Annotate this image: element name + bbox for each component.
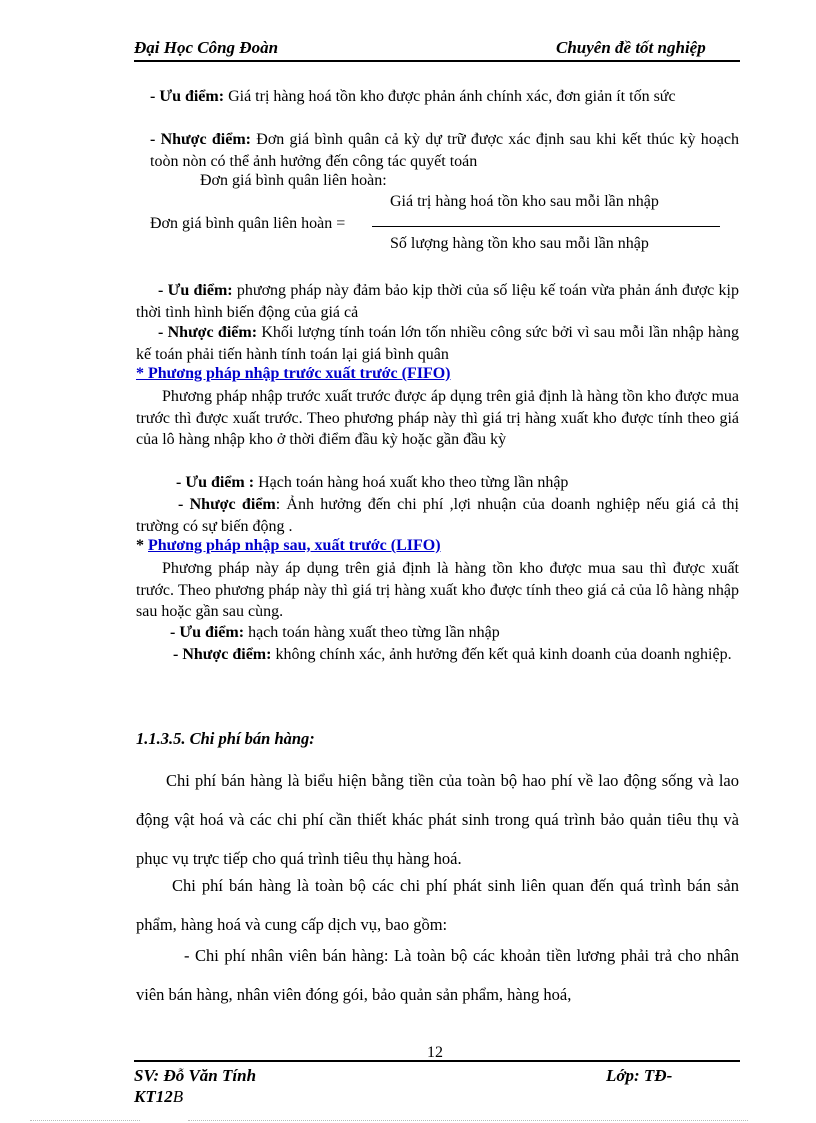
moving-avg-intro: Đơn giá bình quân liên hoàn: xyxy=(200,172,387,189)
formula-lhs: Đơn giá bình quân liên hoàn = xyxy=(150,215,346,232)
fifo-cons-label: - Nhược điểm xyxy=(178,496,276,513)
footer-class-code: KT12 xyxy=(134,1087,173,1106)
header-rule xyxy=(134,60,740,62)
formula-denominator: Số lượng hàng tồn kho sau mỗi lần nhập xyxy=(390,235,649,252)
lifo-pros-text: hạch toán hàng xuất theo từng lần nhập xyxy=(244,624,500,641)
footer-rule xyxy=(134,1060,740,1062)
lifo-star: * xyxy=(136,537,148,554)
lifo-cons-text: không chính xác, ảnh hưởng đến kết quả kinh doanh của doanh nghiệp. xyxy=(271,646,732,663)
fifo-cons xyxy=(136,494,739,537)
fifo-heading[interactable]: * Phương pháp nhập trước xuất trước (FIFO) xyxy=(136,365,451,382)
fifo-cons-text: : Ảnh hưởng đến chi phí ,lợi nhuận của doanh nghiệp nếu giá cả thị trường có sự biến động . xyxy=(136,496,739,535)
selling-cost-para2: Chi phí bán hàng là toàn bộ các chi phí phát sinh liên quan đến quá trình bán sản phẩm, hàng hoá và cung cấp dịch vụ, bao gồm: xyxy=(136,876,739,934)
avg-cons-text: Đơn giá bình quân cả kỳ dự trữ được xác định sau khi kết thúc kỳ hoạch toòn nòn có thể ảnh hưởng đến công tác quyết toán xyxy=(150,131,739,170)
lifo-pros xyxy=(170,622,739,644)
footer-class-cont xyxy=(134,1087,183,1107)
header-thesis-title: Chuyên đề tốt nghiệp xyxy=(556,38,706,57)
avg-cons xyxy=(150,129,739,172)
lifo-cons-label: - Nhược điểm: xyxy=(173,646,272,663)
section-heading: 1.1.3.5. Chi phí bán hàng: xyxy=(136,729,315,748)
selling-cost-para1: Chi phí bán hàng là biểu hiện bằng tiền của toàn bộ hao phí về lao động sống và lao động vật hoá và các chi phí cần thiết khác phát sinh trong quá trình bảo quản tiêu thụ và phục vụ trực tiếp cho quá trình tiêu thụ hàng hoá. xyxy=(136,771,739,868)
moving-cons-text: Khối lượng tính toán lớn tốn nhiều công sức bởi vì sau mỗi lần nhập hàng kế toán phải tiến hành tính toán lại giá bình quân xyxy=(136,324,739,363)
page-number: 12 xyxy=(427,1044,443,1061)
moving-cons xyxy=(136,322,739,365)
bottom-dotted-left xyxy=(30,1120,140,1121)
avg-cons-label: - Nhược điểm: xyxy=(150,131,251,148)
fraction-bar xyxy=(372,226,720,227)
moving-pros-text: phương pháp này đảm bảo kịp thời của số liệu kế toán vừa phản ánh được kịp thời tình hình biến động của giá cả xyxy=(136,282,739,321)
formula-numerator: Giá trị hàng hoá tồn kho sau mỗi lần nhập xyxy=(390,193,659,210)
bottom-dotted-right xyxy=(188,1120,748,1121)
moving-cons-label: - Nhược điểm: xyxy=(158,324,258,341)
footer-student: SV: Đỗ Văn Tính xyxy=(134,1066,257,1085)
fifo-pros-text: Hạch toán hàng hoá xuất kho theo từng lần nhập xyxy=(254,474,569,491)
lifo-cons xyxy=(153,644,739,666)
footer-class-suffix: B xyxy=(172,1087,184,1106)
avg-pros-label: - Ưu điểm: xyxy=(150,88,225,105)
lifo-body: Phương pháp này áp dụng trên giả định là hàng tồn kho được mua sau thì được xuất trước. Theo phương pháp này thì giá trị hàng xuất kho được tính theo giá cả của lô hàng nhập sau hoặc gần sau cùng. xyxy=(136,560,739,620)
lifo-heading-row xyxy=(136,537,441,555)
lifo-heading[interactable]: Phương pháp nhập sau, xuất trước (LIFO) xyxy=(148,537,441,554)
fifo-pros-label: - Ưu điểm : xyxy=(176,474,255,491)
footer-class: Lớp: TĐ- xyxy=(606,1066,673,1085)
fifo-pros xyxy=(176,472,739,494)
avg-pros-text: Giá trị hàng hoá tồn kho được phản ánh chính xác, đơn giản ít tốn sức xyxy=(224,88,676,105)
selling-cost-para3: - Chi phí nhân viên bán hàng: Là toàn bộ các khoản tiền lương phải trả cho nhân viên bán hàng, nhân viên đóng gói, bảo quản sản phẩm, hàng hoá, xyxy=(136,946,739,1004)
moving-pros-label: - Ưu điểm: xyxy=(158,282,233,299)
avg-pros xyxy=(150,86,739,108)
moving-pros xyxy=(136,280,739,323)
fifo-body: Phương pháp nhập trước xuất trước được áp dụng trên giả định là hàng tồn kho được mua trước thì được xuất trước. Theo phương pháp này thì giá trị hàng xuất kho được tính theo giá của lô hàng nhập kho ở thời điểm đầu kỳ hoặc gần đầu kỳ xyxy=(136,388,739,448)
header-university: Đại Học Công Đoàn xyxy=(134,38,279,57)
lifo-pros-label: - Ưu điểm: xyxy=(170,624,245,641)
